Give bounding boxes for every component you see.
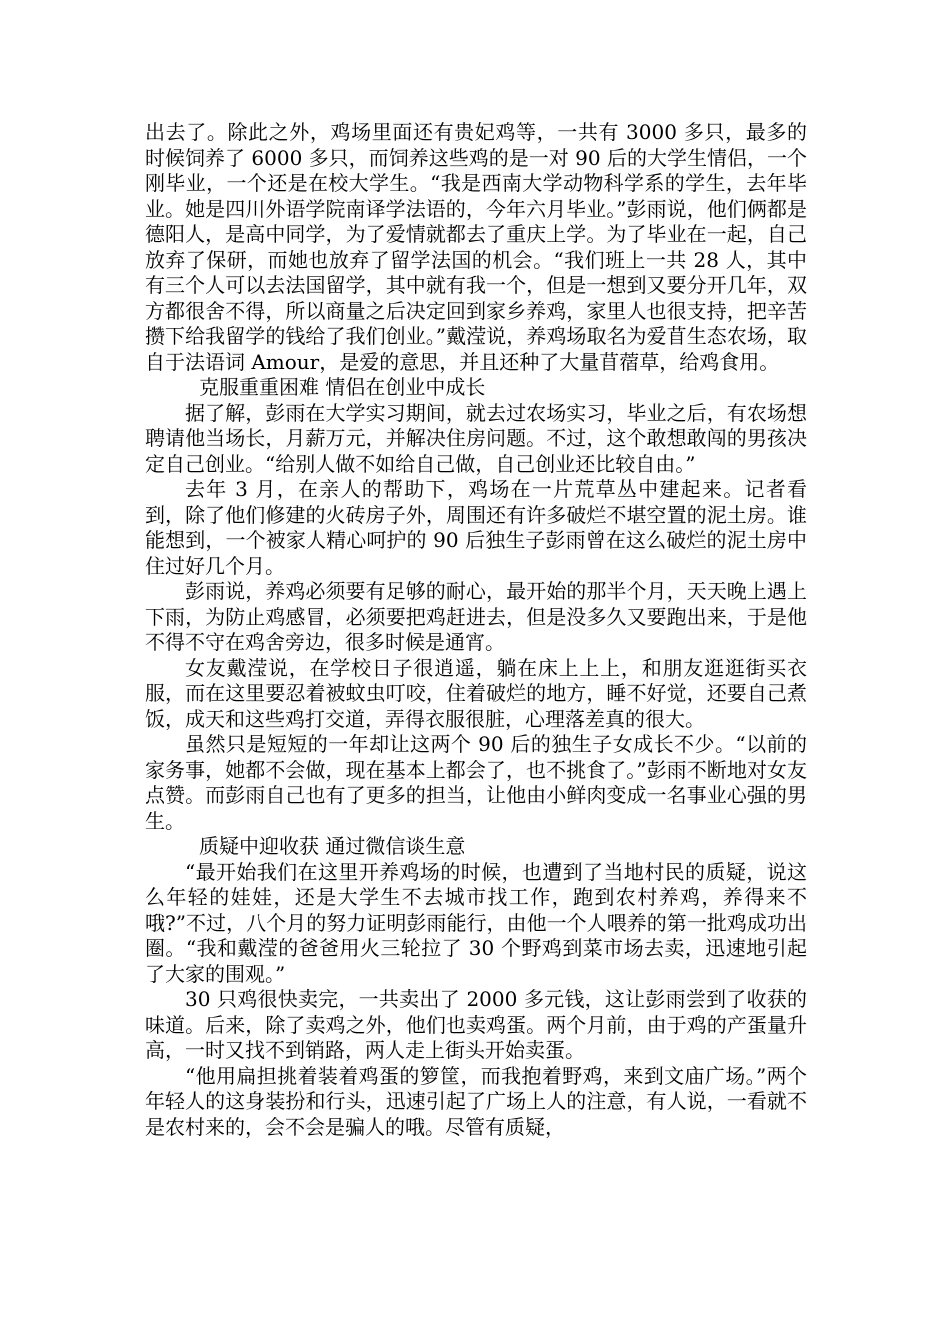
paragraph-9: “他用扁担挑着装着鸡蛋的箩筐，而我抱着野鸡，来到文庙广场。”两个年轻人的这身装扮和行头，迅速引起了广场上人的注意，有人说，一看就不是农村来的，会不会是骗人的哦。尽管有质疑， (145, 1063, 807, 1139)
document-body (145, 120, 807, 1140)
section-heading-2: 质疑中迎收获 通过微信谈生意 (199, 834, 466, 858)
paragraph-4: 彭雨说，养鸡必须要有足够的耐心，最开始的那半个月，天天晚上遇上下雨，为防止鸡感冒，必须要把鸡赶进去，但是没多久又要跑出来，于是他不得不守在鸡舍旁边，很多时候是通宵。 (145, 579, 807, 654)
paragraph-1: 出去了。除此之外，鸡场里面还有贵妃鸡等，一共有 3000 多只，最多的时候饲养了 6000 多只，而饲养这些鸡的是一对 90 后的大学生情侣，一个刚毕业，一个还是在校大学生。“我是西南大学动物科学系的学生，去年毕业。她是四川外语学院南译学法语的，今年六月毕业。”彭雨说，他们俩都是德阳人，是高中同学，为了爱情就都去了重庆上学。为了毕业在一起，自己放弃了保研，而她也放弃了留学法国的机会。“我们班上一共 28 人，其中有三个人可以去法国留学，其中就有我一个，但是一想到又要分开几年，双方都很舍不得，所以商量之后决定回到家乡养鸡，家里人也很支持，把辛苦攒下给我留学的钱给了我们创业。”戴滢说，养鸡场取名为爱苜生态农场，取自于法语词 Amour，是爱的意思，并且还种了大量苜蓿草，给鸡食用。 (145, 120, 807, 374)
paragraph-7: “最开始我们在这里开养鸡场的时候，也遭到了当地村民的质疑，说这么年轻的娃娃，还是大学生不去城市找工作，跑到农村养鸡，养得来不哦?”不过，八个月的努力证明彭雨能行，由他一个人喂养的第一批鸡成功出圈。“我和戴滢的爸爸用火三轮拉了 30 个野鸡到菜市场去卖，迅速地引起了大家的围观。” (145, 859, 807, 986)
paragraph-5: 女友戴滢说，在学校日子很逍遥，躺在床上上上，和朋友逛逛街买衣服，而在这里要忍着被蚊虫叮咬，住着破烂的地方，睡不好觉，还要自己煮饭，成天和这些鸡打交道，弄得衣服很脏，心理落差真的很大。 (145, 655, 807, 731)
paragraph-8: 30 只鸡很快卖完，一共卖出了 2000 多元钱，这让彭雨尝到了收获的味道。后来，除了卖鸡之外，他们也卖鸡蛋。两个月前，由于鸡的产蛋量升高，一时又找不到销路，两人走上街头开始卖蛋。 (145, 987, 807, 1062)
paragraph-6: 虽然只是短短的一年却让这两个 90 后的独生子女成长不少。“以前的家务事，她都不会做，现在基本上都会了，也不挑食了。”彭雨不断地对女友点赞。而彭雨自己也有了更多的担当，让他由小鲜肉变成一名事业心强的男生。 (145, 732, 807, 833)
paragraph-2: 据了解，彭雨在大学实习期间，就去过农场实习，毕业之后，有农场想聘请他当场长，月薪万元，并解决住房问题。不过，这个敢想敢闯的男孩决定自己创业。“给别人做不如给自己做，自己创业还比较自由。” (145, 400, 807, 476)
section-heading-1: 克服重重困难 情侣在创业中成长 (199, 375, 486, 399)
paragraph-3: 去年 3 月，在亲人的帮助下，鸡场在一片荒草丛中建起来。记者看到，除了他们修建的火砖房子外，周围还有许多破烂不堪空置的泥土房。谁能想到，一个被家人精心呵护的 90 后独生子彭雨曾在这么破烂的泥土房中住过好几个月。 (145, 477, 807, 578)
